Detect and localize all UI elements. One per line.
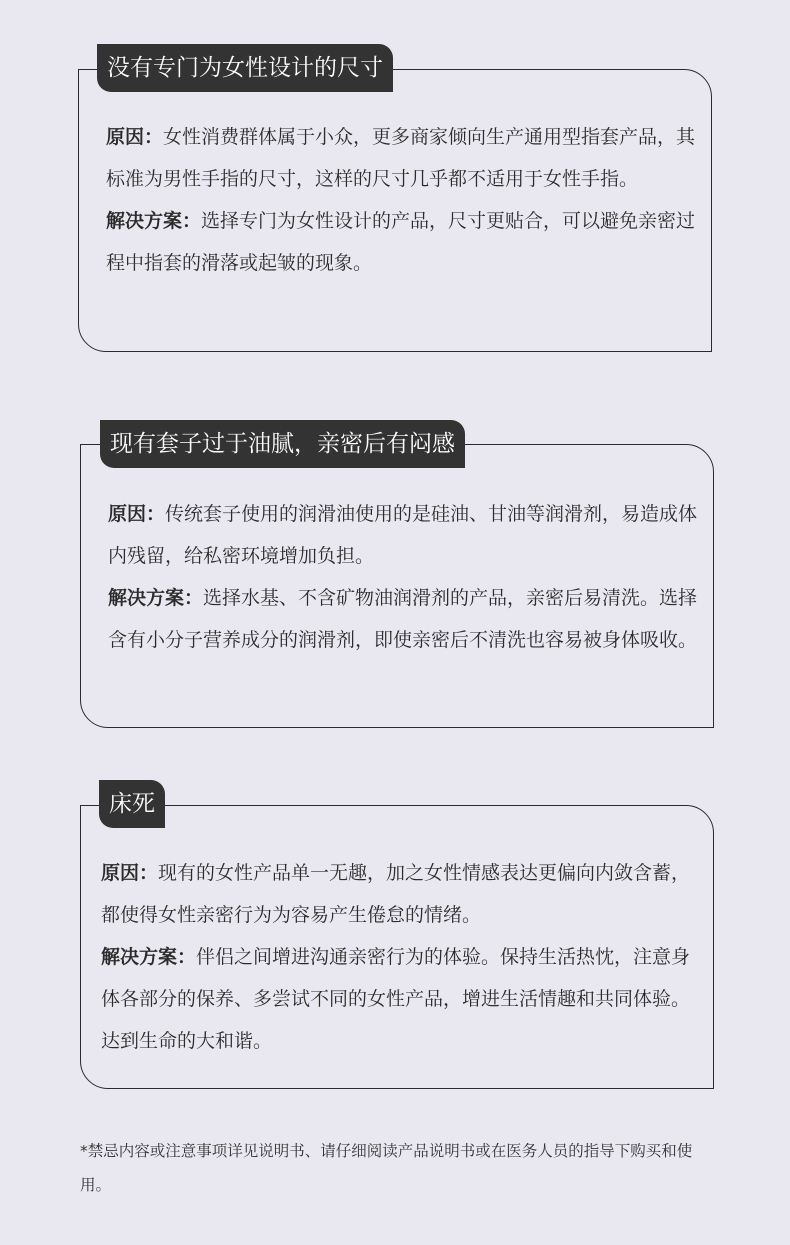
reason-text: 传统套子使用的润滑油使用的是硅油、甘油等润滑剂，易造成体内残留，给私密环境增加负担。	[108, 503, 698, 567]
solution-label: 解决方案：	[106, 210, 202, 232]
solution-text: 选择专门为女性设计的产品，尺寸更贴合，可以避免亲密过程中指套的滑落或起皱的现象。	[106, 210, 696, 274]
reason-paragraph-2	[108, 493, 698, 577]
section-title-2: 现有套子过于油腻，亲密后有闷感	[100, 420, 465, 468]
solution-label: 解决方案：	[101, 946, 197, 968]
reason-label: 原因：	[108, 503, 166, 525]
solution-paragraph-3	[101, 936, 705, 1062]
solution-text: 伴侣之间增进沟通亲密行为的体验。保持生活热忱，注意身体各部分的保养、多尝试不同的女性产品，增进生活情趣和共同体验。达到生命的大和谐。	[101, 946, 691, 1052]
reason-paragraph-3	[101, 852, 705, 936]
solution-text: 选择水基、不含矿物油润滑剂的产品，亲密后易清洗。选择含有小分子营养成分的润滑剂，即使亲密后不清洗也容易被身体吸收。	[108, 587, 698, 651]
section-title-3: 床死	[99, 780, 165, 828]
section-body-1	[106, 116, 696, 284]
solution-paragraph-2	[108, 577, 698, 661]
solution-label: 解决方案：	[108, 587, 204, 609]
section-title-1: 没有专门为女性设计的尺寸	[97, 44, 393, 92]
reason-label: 原因：	[101, 862, 159, 884]
solution-paragraph-1	[106, 200, 696, 284]
reason-text: 女性消费群体属于小众，更多商家倾向生产通用型指套产品，其标准为男性手指的尺寸，这样的尺寸几乎都不适用于女性手指。	[106, 126, 696, 190]
section-body-3	[101, 852, 705, 1062]
reason-label: 原因：	[106, 126, 164, 148]
disclaimer-footnote: *禁忌内容或注意事项详见说明书、请仔细阅读产品说明书或在医务人员的指导下购买和使用。	[80, 1142, 693, 1194]
section-body-2	[108, 493, 698, 661]
reason-text: 现有的女性产品单一无趣，加之女性情感表达更偏向内敛含蓄，都使得女性亲密行为为容易产生倦怠的情绪。	[101, 862, 691, 926]
reason-paragraph-1	[106, 116, 696, 200]
